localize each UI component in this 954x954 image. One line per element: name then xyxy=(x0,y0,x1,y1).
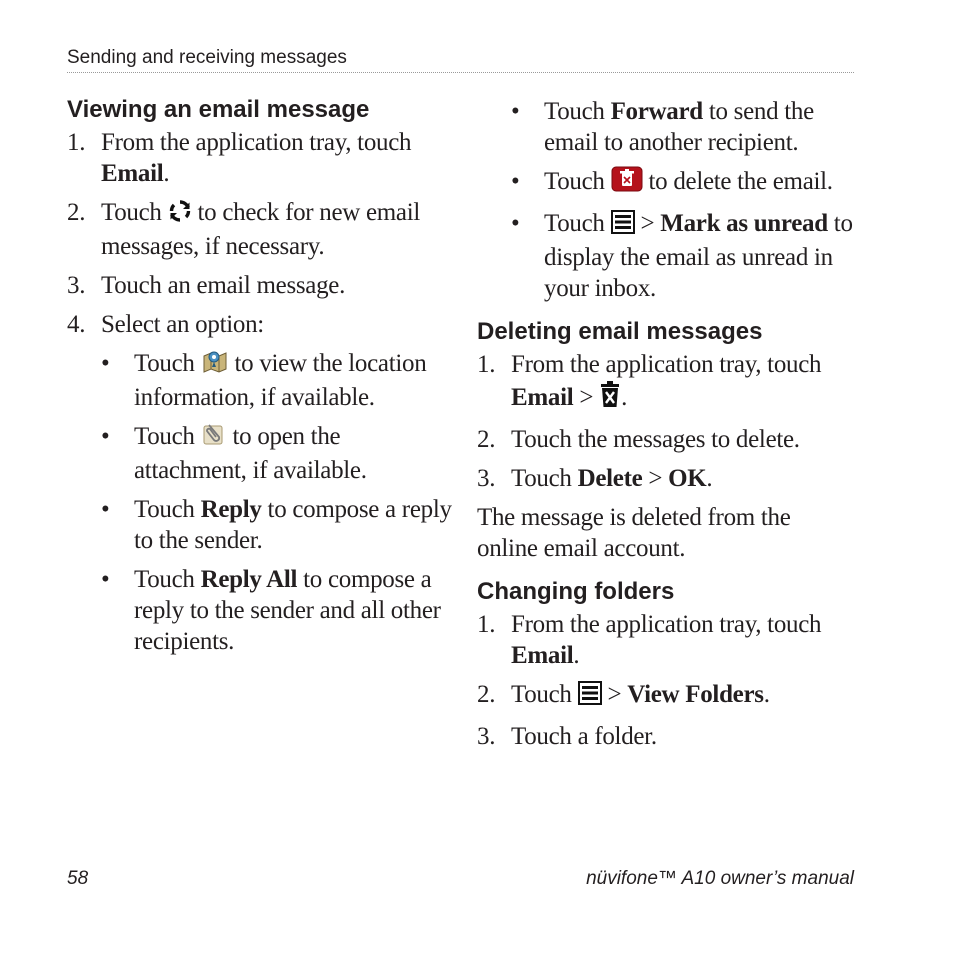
folders-step-2: 2. Touch > View Folders. xyxy=(477,679,857,713)
options-list-continued xyxy=(511,96,857,304)
option-location: • Touch to view the location information, if available. xyxy=(101,350,427,411)
left-column xyxy=(67,96,452,665)
view-step-4: 4. Select an option: xyxy=(67,311,264,338)
delete-bin-icon xyxy=(599,380,621,416)
option-reply-all: • Touch Reply All to compose a reply to the sender and all other recipients. xyxy=(101,566,441,655)
delete-note: The message is deleted from the online email account. xyxy=(477,504,791,562)
option-forward: • Touch Forward to send the email to another recipient. xyxy=(511,98,814,156)
page-number: 58 xyxy=(67,868,89,889)
map-location-icon xyxy=(201,348,229,382)
folders-step-1: 1. From the application tray, touch Email. xyxy=(477,611,822,669)
trash-icon xyxy=(611,166,643,200)
paperclip-icon xyxy=(201,421,227,455)
view-step-3: 3. Touch an email message. xyxy=(67,272,346,299)
changing-folders-heading: Changing folders xyxy=(477,578,675,605)
delete-step-3: 3. Touch Delete > OK. xyxy=(477,465,713,492)
option-mark-unread: • Touch > Mark as unread to display the email as unread in your inbox. xyxy=(511,210,853,302)
right-column xyxy=(477,96,857,760)
view-step-2: 2. Touch to check for new email messages, if necessary. xyxy=(67,199,420,260)
header-divider xyxy=(67,72,854,73)
manual-title: nüvifone™ A10 owner’s manual xyxy=(586,868,854,889)
menu-icon xyxy=(578,681,602,713)
option-reply: • Touch Reply to compose a reply to the sender. xyxy=(101,496,452,554)
delete-step-2: 2. Touch the messages to delete. xyxy=(477,426,800,453)
view-step-1: 1. From the application tray, touch Email. xyxy=(67,129,412,187)
folders-step-3: 3. Touch a folder. xyxy=(477,723,657,750)
viewing-email-heading: Viewing an email message xyxy=(67,96,370,123)
menu-icon xyxy=(611,210,635,242)
running-header: Sending and receiving messages xyxy=(67,47,347,68)
options-list xyxy=(101,348,452,657)
deleting-email-heading: Deleting email messages xyxy=(477,318,763,345)
refresh-icon xyxy=(168,199,192,231)
delete-step-1: 1. From the application tray, touch Email > . xyxy=(477,349,857,416)
option-attachment: • Touch to open the attachment, if available. xyxy=(101,423,367,484)
option-delete: • Touch to delete the email. xyxy=(511,166,857,200)
